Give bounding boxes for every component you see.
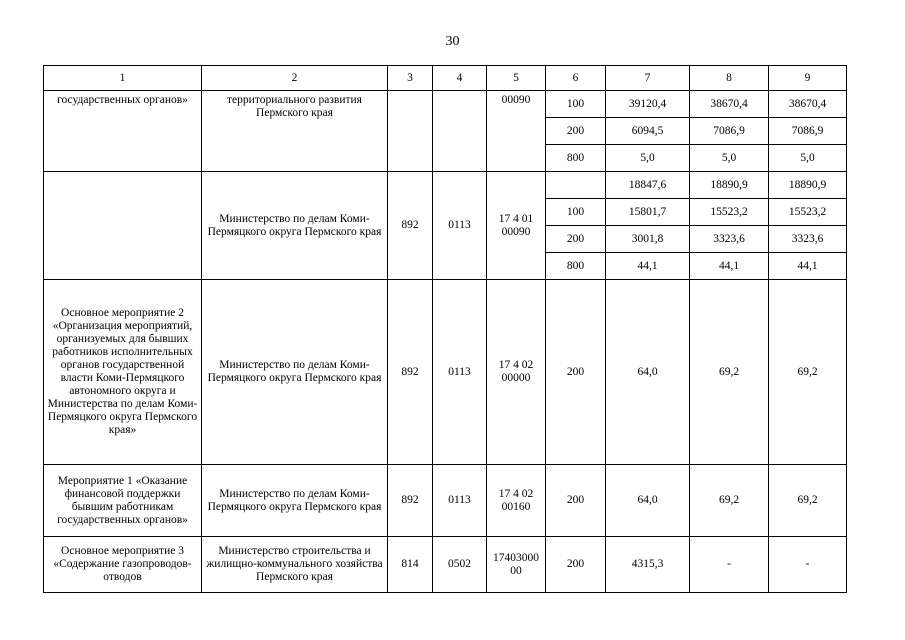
code-cell: 17403000 00 <box>487 537 546 593</box>
value-cell: - <box>690 537 769 593</box>
code-cell: 17 4 02 00000 <box>487 280 546 465</box>
value-cell: 7086,9 <box>690 118 769 145</box>
ministry-cell: Министерство по делам Коми-Пермяцкого округа Пермского края <box>202 172 388 280</box>
value-cell: 5,0 <box>606 145 690 172</box>
budget-table <box>43 65 847 593</box>
value-cell: 44,1 <box>690 253 769 280</box>
code-cell: 0502 <box>433 537 487 593</box>
code-cell: 0113 <box>433 172 487 280</box>
header-row <box>44 66 847 91</box>
code-cell: 00090 <box>487 91 546 172</box>
code-cell <box>388 91 433 172</box>
table-row <box>44 280 847 465</box>
code-cell: 800 <box>546 253 606 280</box>
value-cell: 6094,5 <box>606 118 690 145</box>
code-cell: 200 <box>546 226 606 253</box>
code-cell: 892 <box>388 465 433 537</box>
ministry-cell: территориального развития Пермского края <box>202 91 388 172</box>
header-cell: 2 <box>202 66 388 91</box>
value-cell: - <box>769 537 847 593</box>
measure-name-cell <box>44 172 202 280</box>
code-cell: 100 <box>546 199 606 226</box>
value-cell: 69,2 <box>769 465 847 537</box>
value-cell: 44,1 <box>769 253 847 280</box>
code-cell: 892 <box>388 172 433 280</box>
table-row <box>44 172 847 199</box>
value-cell: 15523,2 <box>769 199 847 226</box>
value-cell: 5,0 <box>769 145 847 172</box>
value-cell: 69,2 <box>690 280 769 465</box>
table-row <box>44 91 847 118</box>
code-cell: 17 4 02 00160 <box>487 465 546 537</box>
code-cell: 0113 <box>433 465 487 537</box>
header-cell: 6 <box>546 66 606 91</box>
value-cell: 38670,4 <box>769 91 847 118</box>
value-cell: 15523,2 <box>690 199 769 226</box>
header-cell: 7 <box>606 66 690 91</box>
value-cell: 3001,8 <box>606 226 690 253</box>
value-cell: 44,1 <box>606 253 690 280</box>
header-cell: 5 <box>487 66 546 91</box>
ministry-cell: Министерство строительства и жилищно-коммунального хозяйства Пермского края <box>202 537 388 593</box>
table-row <box>44 465 847 537</box>
value-cell: 64,0 <box>606 280 690 465</box>
code-cell: 200 <box>546 118 606 145</box>
value-cell: 18890,9 <box>690 172 769 199</box>
code-cell: 100 <box>546 91 606 118</box>
code-cell <box>546 172 606 199</box>
measure-name-cell: Мероприятие 1 «Оказание финансовой поддержки бывшим работникам государственных органов» <box>44 465 202 537</box>
code-cell: 200 <box>546 537 606 593</box>
code-cell <box>433 91 487 172</box>
code-cell: 200 <box>546 465 606 537</box>
value-cell: 15801,7 <box>606 199 690 226</box>
measure-name-cell: государственных органов» <box>44 91 202 172</box>
code-cell: 892 <box>388 280 433 465</box>
value-cell: 18847,6 <box>606 172 690 199</box>
header-cell: 9 <box>769 66 847 91</box>
code-cell: 200 <box>546 280 606 465</box>
header-cell: 8 <box>690 66 769 91</box>
value-cell: 69,2 <box>769 280 847 465</box>
ministry-cell: Министерство по делам Коми-Пермяцкого округа Пермского края <box>202 280 388 465</box>
value-cell: 5,0 <box>690 145 769 172</box>
code-cell: 814 <box>388 537 433 593</box>
table-row <box>44 537 847 593</box>
value-cell: 4315,3 <box>606 537 690 593</box>
header-cell: 3 <box>388 66 433 91</box>
measure-name-cell: Основное мероприятие 3 «Содержание газопроводов-отводов <box>44 537 202 593</box>
code-cell: 800 <box>546 145 606 172</box>
value-cell: 3323,6 <box>690 226 769 253</box>
value-cell: 38670,4 <box>690 91 769 118</box>
code-cell: 0113 <box>433 280 487 465</box>
measure-name-cell: Основное мероприятие 2 «Организация мероприятий, организуемых для бывших работников исполнительных органов государственной власти Коми-Пермяцкого автономного округа и Министерства по делам Коми-Пермяцкого округа Пермского края» <box>44 280 202 465</box>
code-cell: 17 4 01 00090 <box>487 172 546 280</box>
value-cell: 39120,4 <box>606 91 690 118</box>
value-cell: 64,0 <box>606 465 690 537</box>
value-cell: 69,2 <box>690 465 769 537</box>
value-cell: 3323,6 <box>769 226 847 253</box>
header-cell: 1 <box>44 66 202 91</box>
header-cell: 4 <box>433 66 487 91</box>
ministry-cell: Министерство по делам Коми-Пермяцкого округа Пермского края <box>202 465 388 537</box>
page-number: 30 <box>445 34 460 49</box>
value-cell: 7086,9 <box>769 118 847 145</box>
value-cell: 18890,9 <box>769 172 847 199</box>
